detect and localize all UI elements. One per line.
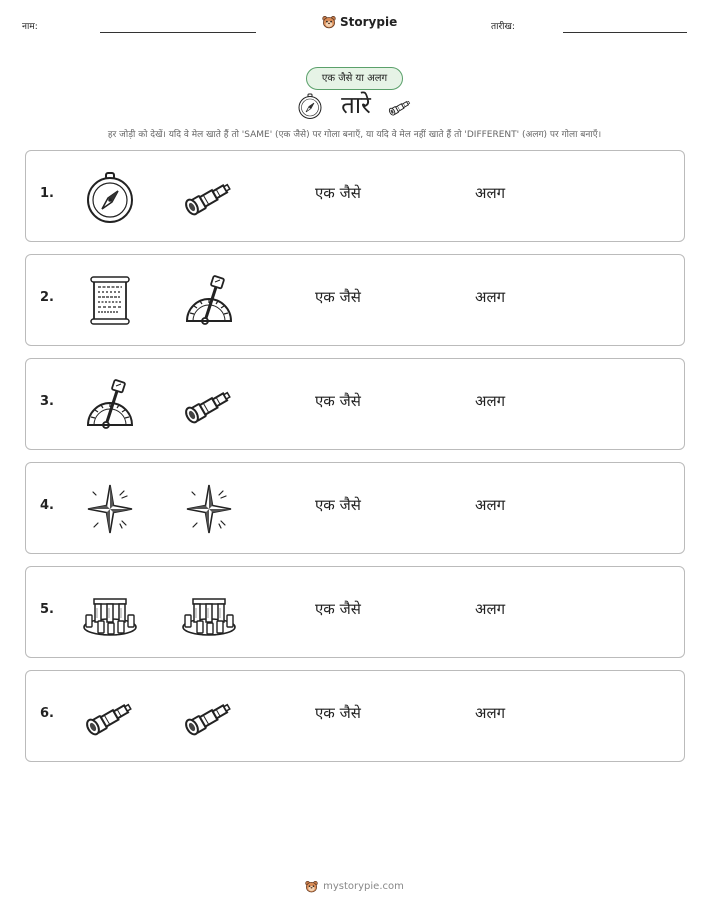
- storypie-mascot-icon: [322, 15, 336, 29]
- option-different[interactable]: अलग: [475, 704, 506, 722]
- question-row: [25, 150, 685, 242]
- option-same[interactable]: एक जैसे: [315, 288, 361, 306]
- option-same[interactable]: एक जैसे: [315, 704, 361, 722]
- option-different[interactable]: अलग: [475, 184, 506, 202]
- compass-icon: [82, 169, 138, 225]
- telescope-icon: [181, 689, 237, 745]
- question-row: [25, 254, 685, 346]
- page-title: तारे: [341, 91, 371, 119]
- star-icon: [82, 481, 138, 537]
- star-icon: [181, 481, 237, 537]
- stonehenge-icon: [82, 585, 138, 641]
- question-number: 4.: [40, 498, 54, 513]
- stonehenge-icon: [181, 585, 237, 641]
- telescope-icon: [384, 94, 416, 120]
- storypie-mascot-icon: [305, 880, 318, 893]
- quadrant-icon: [181, 273, 237, 329]
- question-row: [25, 670, 685, 762]
- question-number: 1.: [40, 186, 54, 201]
- compass-icon: [296, 92, 324, 120]
- option-different[interactable]: अलग: [475, 496, 506, 514]
- brand-logo: [322, 12, 397, 32]
- question-number: 6.: [40, 706, 54, 721]
- question-number: 5.: [40, 602, 54, 617]
- question-row: [25, 566, 685, 658]
- option-same[interactable]: एक जैसे: [315, 600, 361, 618]
- instructions: हर जोड़ी को देखें। यदि वे मेल खाते हैं तो 'SAME' (एक जैसे) पर गोला बनाएँ, या यदि वे मेल नहीं खाते हैं तो 'DIFFERENT' (अलग) पर गोला बनाएँ।: [107, 130, 602, 140]
- quadrant-icon: [82, 377, 138, 433]
- question-row: [25, 358, 685, 450]
- option-same[interactable]: एक जैसे: [315, 184, 361, 202]
- option-different[interactable]: अलग: [475, 600, 506, 618]
- footer-site[interactable]: mystorypie.com: [323, 881, 404, 892]
- option-same[interactable]: एक जैसे: [315, 496, 361, 514]
- footer: [0, 880, 709, 893]
- date-label: तारीख:: [491, 22, 515, 32]
- option-different[interactable]: अलग: [475, 392, 506, 410]
- question-number: 2.: [40, 290, 54, 305]
- telescope-icon: [82, 689, 138, 745]
- brand-name: Storypie: [340, 15, 398, 29]
- category-pill: एक जैसे या अलग: [306, 67, 403, 90]
- name-field[interactable]: [100, 32, 256, 33]
- question-row: [25, 462, 685, 554]
- star-chart-scroll-icon: [82, 273, 138, 329]
- title-row: [0, 88, 709, 124]
- name-label: नाम:: [22, 22, 38, 32]
- option-same[interactable]: एक जैसे: [315, 392, 361, 410]
- option-different[interactable]: अलग: [475, 288, 506, 306]
- telescope-icon: [181, 169, 237, 225]
- date-field[interactable]: [563, 32, 687, 33]
- telescope-icon: [181, 377, 237, 433]
- question-number: 3.: [40, 394, 54, 409]
